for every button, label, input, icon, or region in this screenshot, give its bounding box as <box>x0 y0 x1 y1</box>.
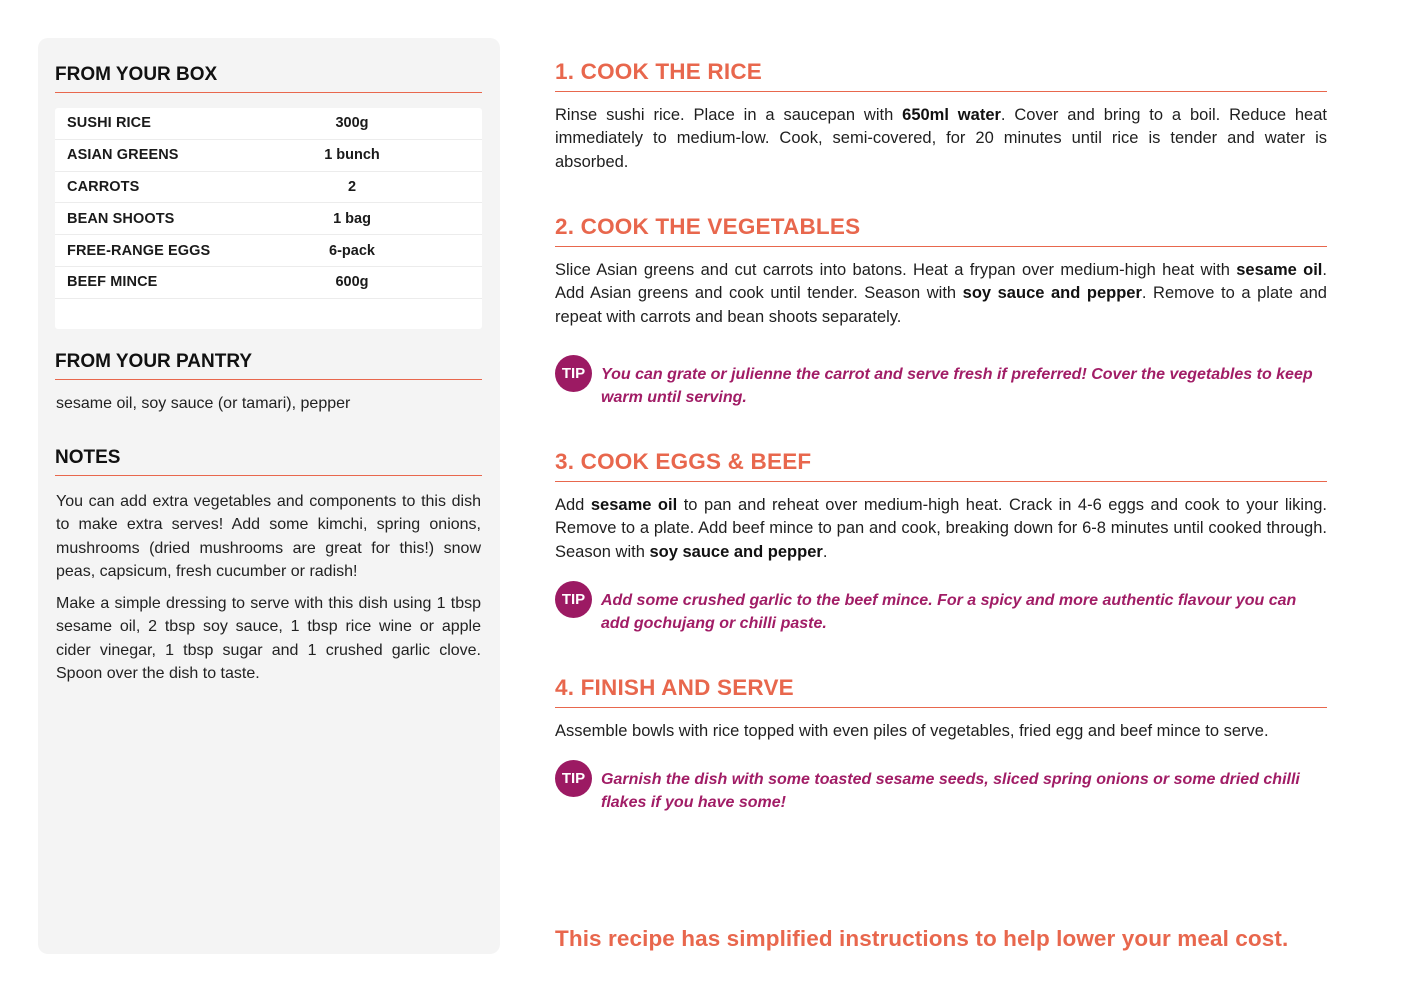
tip-text: Add some crushed garlic to the beef mince. For a spicy and more authentic flavour you can add gochujang or chilli paste. <box>601 592 1297 633</box>
ingredient-name: ASIAN GREENS <box>67 147 179 164</box>
from-your-pantry-heading: FROM YOUR PANTRY <box>55 351 482 380</box>
step-text: . Remove to a plate and repeat with carrots and bean shoots separately. <box>555 284 1327 326</box>
notes-paragraph: Make a simple dressing to serve with this dish using 1 tbsp sesame oil, 2 tbsp soy sauce, 1 tbsp rice wine or apple cider vinegar, 1 tbsp sugar and 1 crushed garlic clove. Spoon over the dish to taste. <box>56 595 481 683</box>
step-text: to pan and reheat over medium-high heat. Crack in 4-6 eggs and cook to your liking. Remove to a plate. Add beef mince to pan and cook, breaking down for 6-8 minutes until cooked through. Season with <box>555 496 1328 561</box>
table-row <box>55 267 482 299</box>
ingredient-name: CARROTS <box>67 178 140 195</box>
step-text: Assemble bowls with rice topped with even piles of vegetables, fried egg and beef mince to serve. <box>555 722 1269 740</box>
notes-heading: NOTES <box>55 447 482 476</box>
step-text-emphasis: soy sauce and pepper <box>649 542 823 561</box>
step-body <box>555 494 1327 564</box>
step-body <box>555 259 1327 329</box>
ingredient-quantity: 6-pack <box>329 242 375 259</box>
step-text: Add <box>555 496 591 514</box>
step-cook-eggs-beef <box>555 449 1327 564</box>
step-text: . <box>822 542 828 561</box>
ingredient-quantity: 1 bunch <box>324 147 380 164</box>
step-title: 3. COOK EGGS & BEEF <box>555 449 1327 482</box>
tip-text: You can grate or julienne the carrot and serve fresh if preferred! Cover the vegetables to keep warm until serving. <box>601 366 1313 407</box>
ingredient-name: SUSHI RICE <box>67 115 151 132</box>
tip-text: Garnish the dish with some toasted sesame seeds, sliced spring onions or some dried chilli flakes if you have some! <box>601 771 1300 812</box>
step-text: Slice Asian greens and cut carrots into batons. Heat a frypan over medium-high heat with <box>555 261 1237 279</box>
step-body <box>555 720 1327 743</box>
ingredients-panel <box>38 38 500 954</box>
step-text: Rinse sushi rice. Place in a saucepan with <box>555 106 903 124</box>
step-body <box>555 104 1327 174</box>
ingredient-quantity: 600g <box>335 274 369 291</box>
step-title: 1. COOK THE RICE <box>555 59 1327 92</box>
table-row <box>55 140 482 172</box>
ingredient-quantity: 300g <box>335 115 369 132</box>
step-text-emphasis: sesame oil <box>590 496 678 514</box>
table-row <box>55 203 482 235</box>
step-text: . Add Asian greens and cook until tender. Season with <box>555 261 1327 303</box>
step-text-emphasis: soy sauce and pepper <box>962 284 1142 303</box>
step-cook-vegetables <box>555 214 1327 329</box>
step-title: 2. COOK THE VEGETABLES <box>555 214 1327 247</box>
tip-badge: TIP <box>555 355 592 392</box>
from-your-box-heading: FROM YOUR BOX <box>55 64 482 93</box>
ingredient-quantity: 1 bag <box>333 210 371 227</box>
table-row <box>55 172 482 204</box>
ingredient-name: BEAN SHOOTS <box>67 210 175 227</box>
simplified-instructions-note: This recipe has simplified instructions to help lower your meal cost. <box>555 926 1289 951</box>
step-text: . Cover and bring to a boil. Reduce heat immediately to medium-low. Cook, semi-covered, for 20 minutes until rice is tender and water is absorbed. <box>555 106 1327 171</box>
pantry-items: sesame oil, soy sauce (or tamari), pepper <box>56 395 351 412</box>
table-row <box>55 235 482 267</box>
step-text-emphasis: 650ml water <box>902 106 1001 124</box>
tip-badge: TIP <box>555 581 592 618</box>
step-text-emphasis: sesame oil <box>1236 261 1323 279</box>
notes-paragraph: You can add extra vegetables and components to this dish to make extra serves! Add some kimchi, spring onions, mushrooms (dried mushrooms are great for this!) snow peas, capsicum, fresh cucumber or radish! <box>56 493 481 580</box>
step-finish-serve <box>555 675 1327 743</box>
box-ingredients-table <box>55 108 482 329</box>
step-cook-rice <box>555 59 1327 174</box>
notes-body <box>56 490 481 694</box>
ingredient-name: BEEF MINCE <box>67 274 158 291</box>
step-title: 4. FINISH AND SERVE <box>555 675 1327 708</box>
ingredient-name: FREE-RANGE EGGS <box>67 242 211 259</box>
tip-badge: TIP <box>555 760 592 797</box>
ingredient-quantity: 2 <box>347 178 357 195</box>
table-row <box>55 108 482 140</box>
